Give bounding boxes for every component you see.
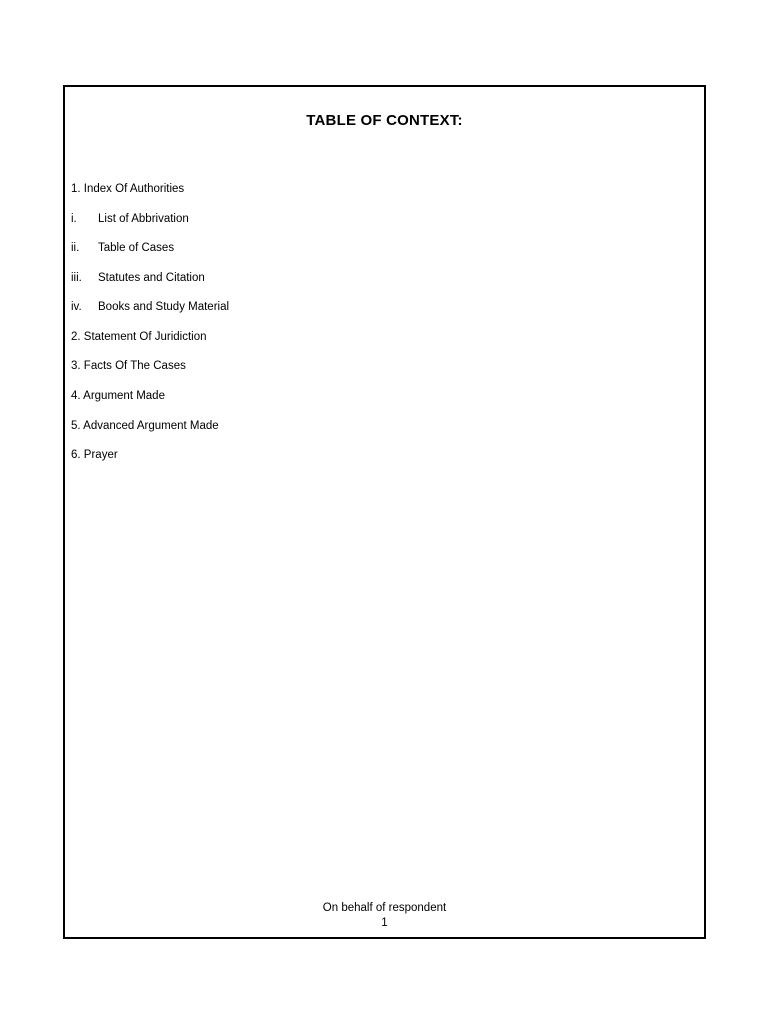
toc-item-text: List of Abbrivation: [98, 213, 189, 225]
toc-item-marker: ii.: [71, 242, 80, 254]
toc-item-marker: 2.: [71, 331, 81, 343]
toc-subitem-statutes-and-citation: [71, 272, 205, 284]
toc-item-text: Facts Of The Cases: [83, 360, 186, 372]
toc-item-marker: iv.: [71, 301, 82, 313]
toc-item-statement-of-juridiction: [71, 331, 207, 343]
toc-item-marker: 3.: [71, 360, 81, 372]
toc-item-marker: 4.: [71, 390, 81, 402]
toc-item-marker: 5.: [71, 420, 81, 432]
document-page: [63, 85, 706, 939]
toc-item-marker: 6.: [71, 449, 81, 461]
toc-item-text: Index Of Authorities: [83, 183, 185, 195]
toc-item-text: Advanced Argument Made: [83, 420, 219, 432]
toc-subitem-table-of-cases: [71, 242, 174, 254]
toc-item-index-of-authorities: [71, 183, 184, 195]
toc-item-text: Argument Made: [83, 390, 165, 402]
toc-item-marker: 1.: [71, 183, 81, 195]
toc-item-text: Table of Cases: [98, 242, 175, 254]
page-number: 1: [381, 917, 388, 929]
toc-subitem-books-and-study-material: [71, 301, 229, 313]
toc-item-advanced-argument-made: [71, 420, 219, 432]
toc-item-text: Statement Of Juridiction: [83, 331, 207, 343]
toc-item-facts-of-the-cases: [71, 360, 186, 372]
page-title: TABLE OF CONTEXT:: [306, 112, 463, 129]
toc-item-marker: iii.: [71, 272, 82, 284]
page-footer: [65, 901, 704, 931]
toc-item-text: Prayer: [83, 449, 118, 461]
toc-item-prayer: [71, 449, 118, 461]
toc-item-marker: i.: [71, 213, 77, 225]
footer-text: On behalf of respondent: [322, 902, 447, 914]
toc-item-argument-made: [71, 390, 165, 402]
toc-item-text: Statutes and Citation: [98, 272, 205, 284]
toc-item-text: Books and Study Material: [98, 301, 230, 313]
toc-subitem-list-of-abbrivation: [71, 213, 189, 225]
